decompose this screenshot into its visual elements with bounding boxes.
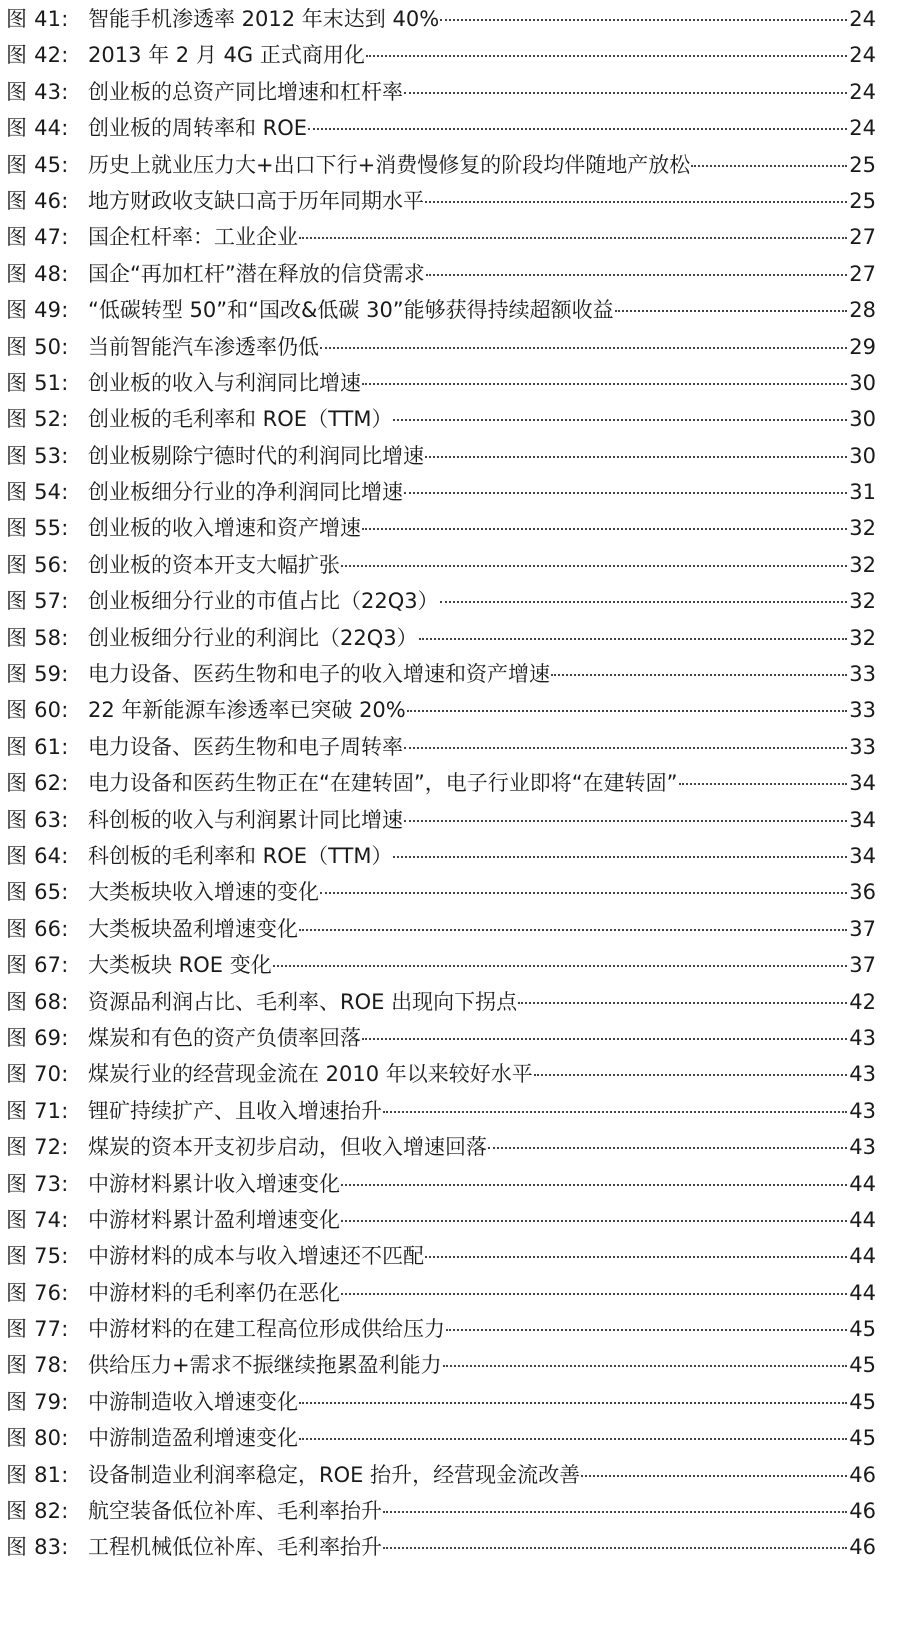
figure-label: 图 45: <box>6 152 69 177</box>
toc-entry[interactable] <box>0 256 897 292</box>
figure-title[interactable]: 2013 年 2 月 4G 正式商用化 <box>88 43 365 68</box>
page-number[interactable]: 30 <box>849 443 876 468</box>
dot-leader <box>440 18 847 21</box>
dot-leader <box>419 637 848 640</box>
figure-title[interactable]: 大类板块收入增速的变化 <box>88 880 319 905</box>
figure-title[interactable]: 中游材料的成本与收入增速还不匹配 <box>88 1244 424 1269</box>
figure-label: 图 77: <box>6 1317 69 1342</box>
page-number[interactable]: 24 <box>849 7 876 31</box>
toc-entry[interactable] <box>0 1529 897 1565</box>
figure-label: 图 66: <box>6 916 69 941</box>
toc-entry[interactable] <box>0 692 897 728</box>
dot-leader <box>407 709 848 712</box>
dot-leader <box>341 1219 847 1222</box>
figure-label: 图 81: <box>6 1462 69 1487</box>
figure-title[interactable]: 中游制造收入增速变化 <box>88 1389 298 1414</box>
dot-leader <box>393 418 847 421</box>
dot-leader <box>615 309 848 312</box>
dot-leader <box>425 200 847 203</box>
figure-title[interactable]: 智能手机渗透率 2012 年末达到 40% <box>88 7 440 31</box>
dot-leader <box>299 928 847 931</box>
toc-entry[interactable] <box>0 74 897 110</box>
toc-entry[interactable] <box>0 147 897 183</box>
dot-leader <box>366 54 847 57</box>
figure-label: 图 46: <box>6 188 69 213</box>
figure-title[interactable]: 工程机械低位补库、毛利率抬升 <box>88 1535 382 1560</box>
dot-leader <box>404 746 847 749</box>
toc-entry[interactable] <box>0 365 897 401</box>
figure-title[interactable]: 创业板的毛利率和 ROE（TTM） <box>88 407 393 432</box>
figure-label: 图 55: <box>6 516 69 541</box>
toc-entry[interactable] <box>0 1202 897 1238</box>
figure-title[interactable]: 地方财政收支缺口高于历年同期水平 <box>88 188 424 213</box>
dot-leader <box>443 1364 848 1367</box>
dot-leader <box>299 1401 847 1404</box>
figure-label: 图 71: <box>6 1098 69 1123</box>
dot-leader <box>679 782 848 785</box>
page-number[interactable]: 44 <box>849 1244 876 1269</box>
page-number[interactable]: 37 <box>849 953 876 978</box>
dot-leader <box>534 1073 847 1076</box>
figure-label: 图 48: <box>6 261 69 286</box>
page-number[interactable]: 25 <box>849 188 876 213</box>
page-number[interactable]: 27 <box>849 225 876 250</box>
figure-title[interactable]: 科创板的毛利率和 ROE（TTM） <box>88 843 393 868</box>
dot-leader <box>404 491 847 494</box>
figure-title[interactable]: 国企杠杆率：工业企业 <box>88 225 298 250</box>
dot-leader <box>362 1037 847 1040</box>
page-number[interactable]: 44 <box>849 1207 876 1232</box>
page-number[interactable]: 44 <box>849 1171 876 1196</box>
page-number[interactable]: 28 <box>849 298 876 323</box>
toc-entry[interactable] <box>0 510 897 546</box>
figure-title[interactable]: 中游制造盈利增速变化 <box>88 1426 298 1451</box>
dot-leader <box>404 91 847 94</box>
figure-label: 图 61: <box>6 734 69 759</box>
page-number[interactable]: 32 <box>849 589 876 614</box>
toc-entry[interactable] <box>0 1275 897 1311</box>
toc-entry[interactable] <box>0 1420 897 1456</box>
figure-title[interactable]: 当前智能汽车渗透率仍低 <box>88 334 319 359</box>
page-number[interactable]: 46 <box>849 1462 876 1487</box>
page-number[interactable]: 45 <box>849 1426 876 1451</box>
figure-title[interactable]: 创业板的收入增速和资产增速 <box>88 516 361 541</box>
figure-label: 图 75: <box>6 1244 69 1269</box>
figure-label: 图 73: <box>6 1171 69 1196</box>
page-number[interactable]: 25 <box>849 152 876 177</box>
figure-label: 图 76: <box>6 1280 69 1305</box>
toc-entry[interactable] <box>0 802 897 838</box>
figure-label: 图 65: <box>6 880 69 905</box>
toc-entry[interactable] <box>0 1384 897 1420</box>
figure-title[interactable]: 供给压力+需求不振继续拖累盈利能力 <box>88 1353 442 1378</box>
page-number[interactable]: 29 <box>849 334 876 359</box>
figure-title[interactable]: 创业板的总资产同比增速和杠杆率 <box>88 79 403 104</box>
figure-label: 图 44: <box>6 116 69 141</box>
page-number[interactable]: 45 <box>849 1353 876 1378</box>
page-number[interactable]: 30 <box>849 370 876 395</box>
toc-entry[interactable] <box>0 1093 897 1129</box>
toc-entry[interactable] <box>0 1238 897 1274</box>
figure-title[interactable]: 创业板的周转率和 ROE <box>88 116 308 141</box>
page-number[interactable]: 33 <box>849 662 876 687</box>
toc-entry[interactable] <box>0 547 897 583</box>
page-number[interactable]: 24 <box>849 43 876 68</box>
page-number[interactable]: 34 <box>849 771 876 796</box>
page-number[interactable]: 43 <box>849 1062 876 1087</box>
figure-title[interactable]: 创业板剔除宁德时代的利润同比增速 <box>88 443 424 468</box>
dot-leader <box>320 891 847 894</box>
page-number[interactable]: 43 <box>849 1025 876 1050</box>
page-number[interactable]: 32 <box>849 516 876 541</box>
dot-leader <box>446 1328 847 1331</box>
figure-title[interactable]: 历史上就业压力大+出口下行+消费慢修复的阶段均伴随地产放松 <box>88 152 691 177</box>
toc-entry[interactable] <box>0 183 897 219</box>
dot-leader <box>393 855 847 858</box>
figure-title[interactable]: 中游材料累计盈利增速变化 <box>88 1207 340 1232</box>
figure-label: 图 82: <box>6 1499 69 1524</box>
figure-title[interactable]: 电力设备、医药生物和电子的收入增速和资产增速 <box>88 662 550 687</box>
figure-title[interactable]: 锂矿持续扩产、且收入增速抬升 <box>88 1098 382 1123</box>
page-number[interactable]: 24 <box>849 79 876 104</box>
page-number[interactable]: 42 <box>849 989 876 1014</box>
figure-label: 图 79: <box>6 1389 69 1414</box>
dot-leader <box>299 1437 847 1440</box>
dot-leader <box>320 346 847 349</box>
figure-label: 图 49: <box>6 298 69 323</box>
dot-leader <box>518 1001 847 1004</box>
toc-entry[interactable] <box>0 620 897 656</box>
figure-title[interactable]: 创业板细分行业的利润比（22Q3） <box>88 625 418 650</box>
page-number[interactable]: 34 <box>849 807 876 832</box>
figure-title[interactable]: 资源品利润占比、毛利率、ROE 出现向下拐点 <box>88 989 518 1014</box>
page-number[interactable]: 44 <box>849 1280 876 1305</box>
figure-title[interactable]: 创业板细分行业的净利润同比增速 <box>88 480 403 505</box>
dot-leader <box>581 1474 847 1477</box>
dot-leader <box>362 382 847 385</box>
dot-leader <box>425 1255 847 1258</box>
toc-entry[interactable] <box>0 219 897 255</box>
toc-entry[interactable] <box>0 1347 897 1383</box>
dot-leader <box>362 527 847 530</box>
page-number[interactable]: 46 <box>849 1535 876 1560</box>
figure-label: 图 41: <box>6 7 69 31</box>
figure-label: 图 56: <box>6 552 69 577</box>
figure-label: 图 47: <box>6 225 69 250</box>
figure-label: 图 57: <box>6 589 69 614</box>
toc-entry[interactable] <box>0 1311 897 1347</box>
toc-entry[interactable] <box>0 729 897 765</box>
toc-entry[interactable] <box>0 37 897 73</box>
toc-entry[interactable] <box>0 656 897 692</box>
figure-label: 图 62: <box>6 771 69 796</box>
figure-title[interactable]: 中游材料的毛利率仍在恶化 <box>88 1280 340 1305</box>
figure-label: 图 60: <box>6 698 69 723</box>
toc-entry[interactable] <box>0 292 897 328</box>
page-number[interactable]: 43 <box>849 1098 876 1123</box>
toc-entry[interactable] <box>0 583 897 619</box>
figure-label: 图 67: <box>6 953 69 978</box>
toc-entry[interactable] <box>0 329 897 365</box>
page-number[interactable]: 36 <box>849 880 876 905</box>
figure-label: 图 70: <box>6 1062 69 1087</box>
figure-label: 图 59: <box>6 662 69 687</box>
figure-title[interactable]: 国企“再加杠杆”潜在释放的信贷需求 <box>88 261 425 286</box>
toc-entry[interactable] <box>0 947 897 983</box>
dot-leader <box>341 1292 847 1295</box>
figure-title[interactable]: 22 年新能源车渗透率已突破 20% <box>88 698 406 723</box>
figure-title[interactable]: 煤炭和有色的资产负债率回落 <box>88 1025 361 1050</box>
page-number[interactable]: 32 <box>849 552 876 577</box>
dot-leader <box>341 564 847 567</box>
figure-label: 图 78: <box>6 1353 69 1378</box>
figure-label: 图 69: <box>6 1025 69 1050</box>
figure-title[interactable]: 大类板块盈利增速变化 <box>88 916 298 941</box>
page-number[interactable]: 33 <box>849 734 876 759</box>
dot-leader <box>426 273 848 276</box>
dot-leader <box>488 1146 847 1149</box>
toc-entry[interactable] <box>0 1166 897 1202</box>
dot-leader <box>551 673 847 676</box>
page-number[interactable]: 46 <box>849 1499 876 1524</box>
figure-label: 图 43: <box>6 79 69 104</box>
toc-entry[interactable] <box>0 765 897 801</box>
page-number[interactable]: 24 <box>849 116 876 141</box>
dot-leader <box>440 600 848 603</box>
dot-leader <box>425 455 847 458</box>
figure-title[interactable]: 创业板的资本开支大幅扩张 <box>88 552 340 577</box>
dot-leader <box>383 1510 847 1513</box>
dot-leader <box>691 164 847 167</box>
page-number[interactable]: 32 <box>849 625 876 650</box>
toc-entry[interactable] <box>0 1 897 37</box>
dot-leader <box>299 236 847 239</box>
figure-label: 图 63: <box>6 807 69 832</box>
toc-entry[interactable] <box>0 984 897 1020</box>
page-number[interactable]: 45 <box>849 1317 876 1342</box>
dot-leader <box>273 964 848 967</box>
toc-entry[interactable] <box>0 1457 897 1493</box>
dot-leader <box>308 127 847 130</box>
figure-title[interactable]: 煤炭的资本开支初步启动，但收入增速回落 <box>88 1135 487 1160</box>
toc-entry[interactable] <box>0 1493 897 1529</box>
figure-label: 图 54: <box>6 480 69 505</box>
page-number[interactable]: 31 <box>849 480 876 505</box>
figure-label: 图 52: <box>6 407 69 432</box>
page-number[interactable]: 33 <box>849 698 876 723</box>
figure-title[interactable]: 电力设备、医药生物和电子周转率 <box>88 734 403 759</box>
toc-entry[interactable] <box>0 401 897 437</box>
figure-label: 图 72: <box>6 1135 69 1160</box>
figure-label: 图 53: <box>6 443 69 468</box>
page-number[interactable]: 27 <box>849 261 876 286</box>
dot-leader <box>341 1183 847 1186</box>
toc-entry[interactable] <box>0 874 897 910</box>
figure-label: 图 58: <box>6 625 69 650</box>
figure-title[interactable]: 航空装备低位补库、毛利率抬升 <box>88 1499 382 1524</box>
figure-title[interactable]: 设备制造业利润率稳定，ROE 抬升，经营现金流改善 <box>88 1462 581 1487</box>
page-number[interactable]: 43 <box>849 1135 876 1160</box>
figure-title[interactable]: 中游材料累计收入增速变化 <box>88 1171 340 1196</box>
figure-label: 图 50: <box>6 334 69 359</box>
figure-label: 图 42: <box>6 43 69 68</box>
figure-label: 图 80: <box>6 1426 69 1451</box>
toc-entry[interactable] <box>0 474 897 510</box>
figure-title[interactable]: 煤炭行业的经营现金流在 2010 年以来较好水平 <box>88 1062 533 1087</box>
dot-leader <box>383 1546 847 1549</box>
figure-title[interactable]: 大类板块 ROE 变化 <box>88 953 272 978</box>
dot-leader <box>404 819 847 822</box>
dot-leader <box>383 1110 847 1113</box>
toc-entry[interactable] <box>0 1129 897 1165</box>
toc-entry[interactable] <box>0 110 897 146</box>
toc-entry[interactable] <box>0 838 897 874</box>
figure-title[interactable]: 创业板细分行业的市值占比（22Q3） <box>88 589 439 614</box>
page-number[interactable]: 37 <box>849 916 876 941</box>
figure-title[interactable]: 创业板的收入与利润同比增速 <box>88 370 361 395</box>
toc-entry[interactable] <box>0 1056 897 1092</box>
toc-entry[interactable] <box>0 911 897 947</box>
figure-label: 图 68: <box>6 989 69 1014</box>
figure-title[interactable]: 电力设备和医药生物正在“在建转固”，电子行业即将“在建转固” <box>88 771 678 796</box>
figure-title[interactable]: 中游材料的在建工程高位形成供给压力 <box>88 1317 445 1342</box>
figure-label: 图 83: <box>6 1535 69 1560</box>
toc-entry[interactable] <box>0 1020 897 1056</box>
figure-label: 图 64: <box>6 843 69 868</box>
figure-title[interactable]: 科创板的收入与利润累计同比增速 <box>88 807 403 832</box>
page-number[interactable]: 30 <box>849 407 876 432</box>
figure-label: 图 51: <box>6 370 69 395</box>
page-number[interactable]: 45 <box>849 1389 876 1414</box>
figure-title[interactable]: “低碳转型 50”和“国改&低碳 30”能够获得持续超额收益 <box>88 298 614 323</box>
toc-entry[interactable] <box>0 438 897 474</box>
figure-label: 图 74: <box>6 1207 69 1232</box>
page-number[interactable]: 34 <box>849 843 876 868</box>
